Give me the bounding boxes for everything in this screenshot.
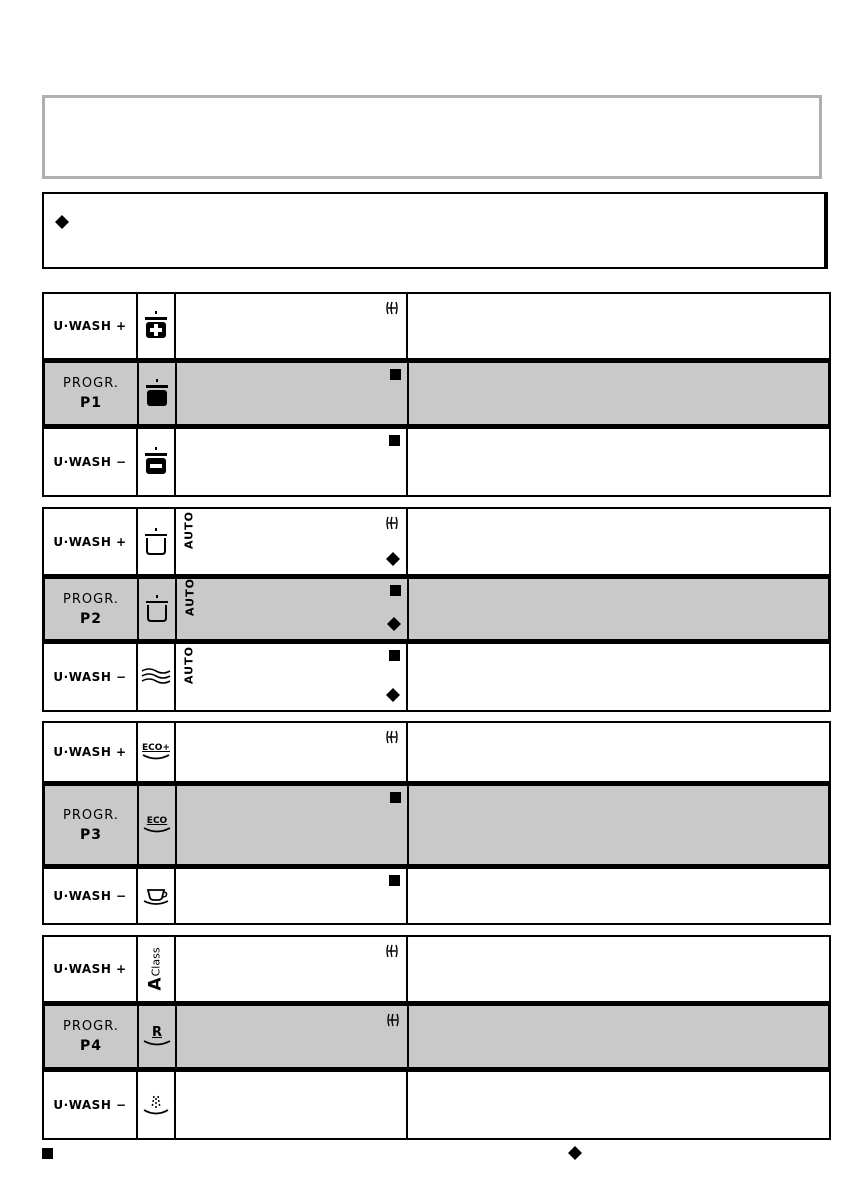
indicator-cell <box>176 429 408 495</box>
uwash-label <box>44 294 136 358</box>
square-icon <box>389 650 400 661</box>
program-row <box>42 1070 831 1140</box>
uwash-label <box>44 429 136 495</box>
legend-diamond-icon <box>568 1146 582 1160</box>
program-number: P2 <box>79 610 102 627</box>
program-label <box>45 579 137 639</box>
uwash-label <box>44 869 136 923</box>
uwash-label <box>44 937 136 1001</box>
program-row <box>42 292 831 360</box>
icon-cell <box>136 294 176 358</box>
wave-symbol-icon <box>384 729 400 745</box>
row-label-text: U·WASH − <box>53 889 127 903</box>
program-number: P3 <box>79 826 102 843</box>
program-row <box>42 642 831 712</box>
square-icon <box>390 369 401 380</box>
program-label <box>45 363 137 424</box>
square-icon <box>389 435 400 446</box>
wave-symbol-icon <box>384 515 400 531</box>
diamond-icon <box>386 688 400 702</box>
row-label-text: PROGR. <box>63 591 119 607</box>
icon-cell <box>137 579 177 639</box>
row-label-text: U·WASH − <box>53 1098 127 1112</box>
square-icon <box>390 792 401 803</box>
uwash-label <box>44 509 136 574</box>
program-row <box>42 507 831 576</box>
icon-cell <box>136 723 176 781</box>
program-row <box>42 427 831 497</box>
square-icon <box>390 585 401 596</box>
auto-label: AUTO <box>183 578 197 616</box>
program-row <box>42 360 831 427</box>
icon-cell <box>137 1006 177 1067</box>
program-number: P1 <box>79 395 102 411</box>
pot-filled-icon <box>142 377 172 411</box>
indicator-cell <box>176 294 408 358</box>
pot-outline-icon <box>142 592 172 626</box>
row-label-text: U·WASH − <box>53 455 127 469</box>
wave-symbol-icon <box>384 943 400 959</box>
indicator-cell <box>176 644 408 710</box>
glass-icon <box>141 1092 171 1118</box>
icon-cell <box>136 869 176 923</box>
program-row <box>42 721 831 783</box>
program-label <box>45 1006 137 1067</box>
diamond-icon <box>387 617 401 631</box>
cup-icon <box>141 884 171 908</box>
row-label-text: U·WASH + <box>53 319 127 333</box>
icon-cell <box>136 1072 176 1138</box>
row-label-text: PROGR. <box>63 376 119 391</box>
row-label-text: U·WASH + <box>53 534 127 549</box>
indicator-cell <box>177 1006 409 1067</box>
indicator-cell <box>177 786 409 864</box>
indicator-cell <box>176 937 408 1001</box>
icon-cell <box>136 644 176 710</box>
icon-cell <box>136 429 176 495</box>
program-label <box>45 786 137 864</box>
icon-cell <box>137 363 177 424</box>
program-number: P4 <box>79 1038 102 1054</box>
row-label-text: U·WASH + <box>53 962 127 976</box>
wavy-lines-icon <box>140 665 172 689</box>
indicator-cell <box>176 723 408 781</box>
program-row <box>42 576 831 642</box>
uwash-label <box>44 1072 136 1138</box>
diamond-icon <box>386 552 400 566</box>
indicator-cell <box>176 509 408 574</box>
row-label-text: U·WASH − <box>53 670 127 684</box>
legend-square-icon <box>42 1148 53 1159</box>
row-label-text: PROGR. <box>63 807 119 823</box>
header-box <box>42 95 822 179</box>
program-row <box>42 1003 831 1070</box>
a-class-icon: A Class <box>146 947 166 991</box>
program-row <box>42 867 831 925</box>
auto-label: AUTO <box>182 646 196 684</box>
indicator-cell <box>177 363 409 424</box>
eco-plus-icon: ECO+ <box>141 744 171 761</box>
program-row <box>42 935 831 1003</box>
diamond-icon <box>54 214 70 230</box>
uwash-label <box>44 644 136 710</box>
icon-cell <box>136 937 176 1001</box>
row-label-text: PROGR. <box>63 1019 119 1034</box>
uwash-label <box>44 723 136 781</box>
pot-outline-icon <box>141 525 171 559</box>
program-row <box>42 783 831 867</box>
indicator-cell <box>177 579 409 639</box>
pot-plus-icon <box>141 309 171 343</box>
auto-label: AUTO <box>182 510 196 549</box>
icon-cell <box>137 786 177 864</box>
rinse-r-icon: R <box>142 1026 172 1047</box>
row-label-text: U·WASH + <box>53 745 127 759</box>
eco-icon: ECO <box>142 817 172 834</box>
pot-minus-icon <box>141 445 171 479</box>
icon-cell <box>136 509 176 574</box>
square-icon <box>389 875 400 886</box>
indicator-cell <box>176 869 408 923</box>
wave-symbol-icon <box>384 300 400 316</box>
wave-symbol-icon <box>385 1012 401 1028</box>
note-box <box>42 192 828 269</box>
indicator-cell <box>176 1072 408 1138</box>
